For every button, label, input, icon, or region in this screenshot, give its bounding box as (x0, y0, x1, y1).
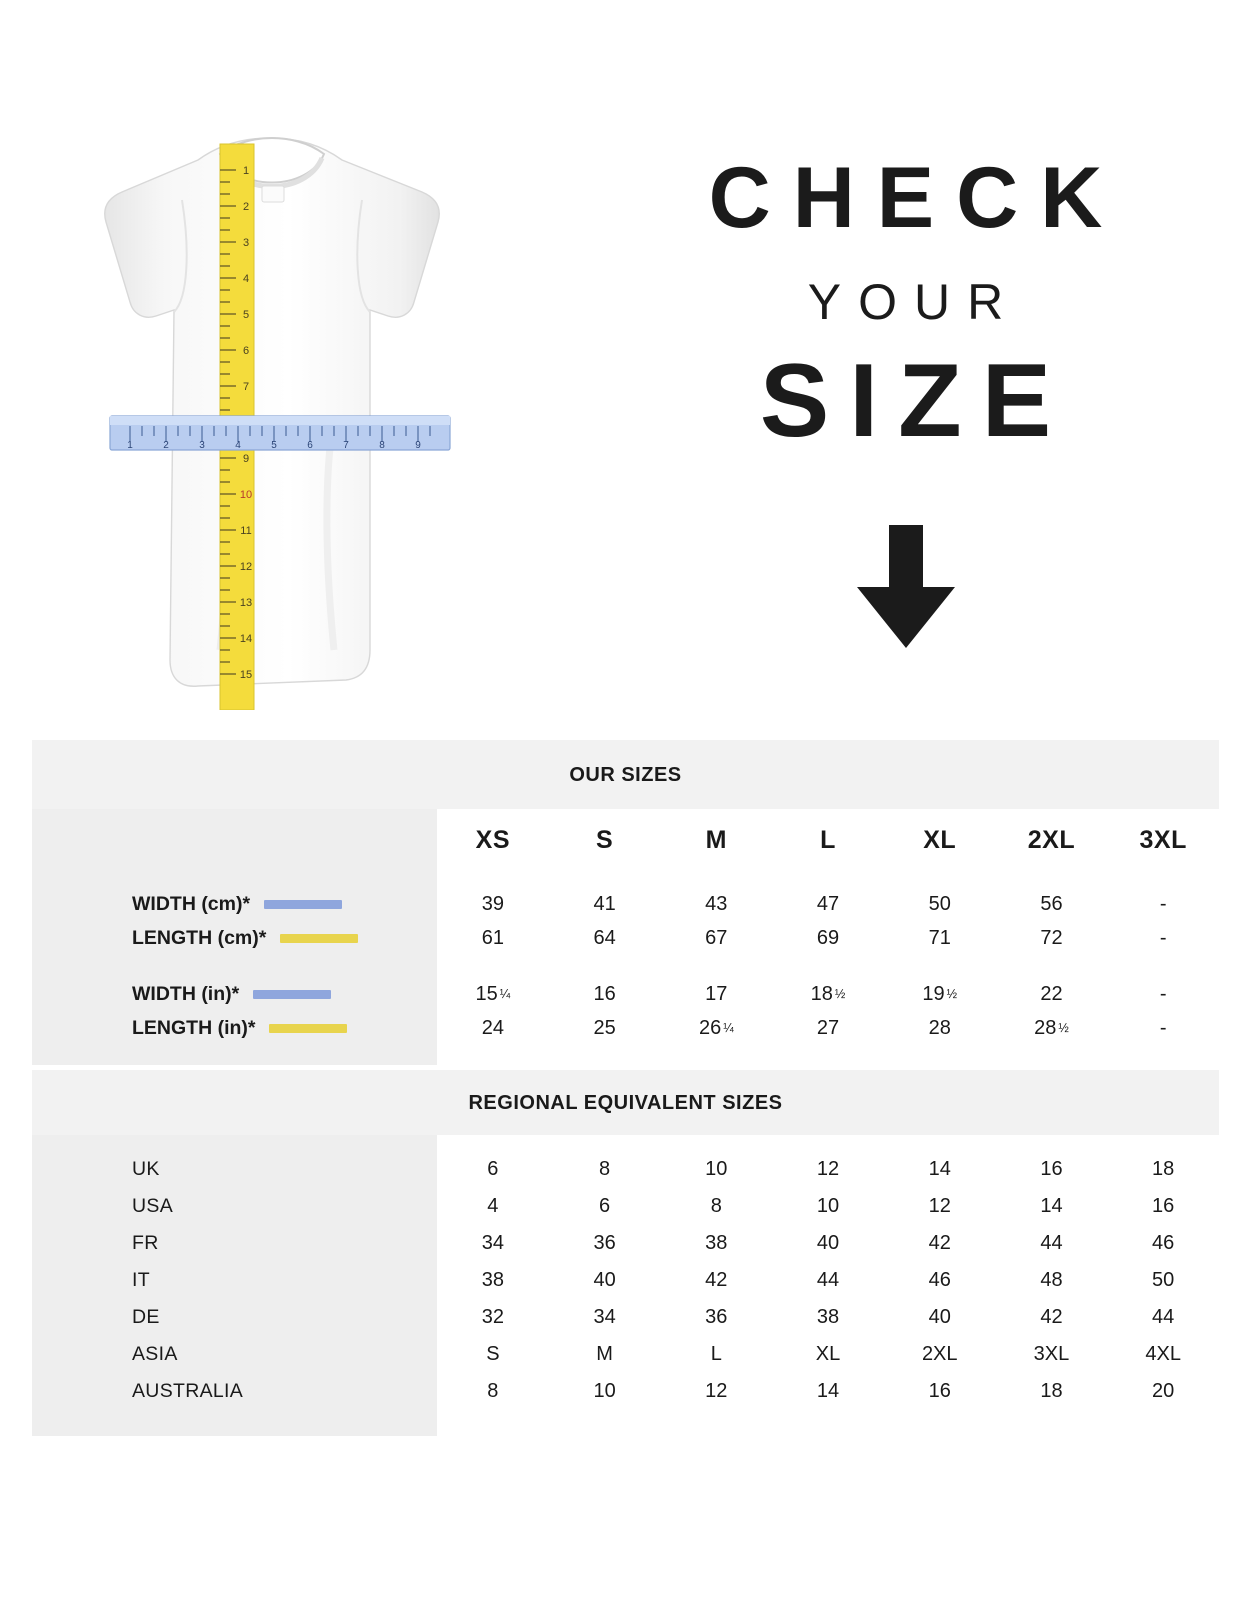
svg-text:7: 7 (343, 440, 349, 451)
measurement-cell: 16 (593, 982, 616, 1005)
hero-text-area (560, 0, 1251, 740)
regional-label-cell (32, 1262, 437, 1299)
regional-label: USA (132, 1195, 173, 1217)
headline (560, 150, 1251, 459)
svg-text:10: 10 (239, 489, 253, 501)
size-header-m: M (705, 825, 727, 854)
gap-label (32, 955, 437, 977)
regional-cell: 42 (705, 1269, 728, 1291)
regional-cell: 38 (816, 1306, 840, 1328)
regional-label: IT (132, 1269, 150, 1291)
regional-cell: 2XL (921, 1343, 958, 1365)
svg-text:5: 5 (271, 440, 277, 451)
length-color-swatch (280, 934, 358, 943)
regional-cell: 34 (593, 1306, 616, 1328)
headline-line-1: CHECK (708, 150, 1125, 246)
fraction: ½ (834, 987, 846, 1001)
our-sizes-title: OUR SIZES (32, 740, 1219, 809)
regional-cell: M (596, 1343, 613, 1365)
tshirt-with-measuring-tape-illustration (70, 130, 490, 710)
svg-text:4: 4 (235, 440, 241, 451)
svg-text:2: 2 (242, 201, 250, 213)
regional-label-cell (32, 1151, 437, 1188)
regional-cell: 8 (487, 1380, 499, 1402)
regional-cell: 12 (928, 1195, 951, 1217)
width-color-swatch (253, 990, 331, 999)
regional-label: ASIA (132, 1343, 178, 1365)
svg-text:7: 7 (242, 381, 250, 393)
measurement-label: WIDTH (cm)* (132, 892, 251, 915)
size-header-xs: XS (475, 825, 511, 854)
regional-cell: 8 (599, 1158, 611, 1180)
svg-text:12: 12 (239, 561, 253, 573)
regional-cell: 32 (481, 1306, 504, 1328)
svg-text:6: 6 (307, 440, 313, 451)
svg-text:3: 3 (242, 237, 250, 249)
regional-label: UK (132, 1158, 160, 1180)
measurement-group-gap (32, 955, 1219, 977)
regional-cell: 16 (1040, 1158, 1063, 1180)
measurement-cell: 15 ¼ (475, 982, 511, 1005)
measurement-values (437, 1011, 1219, 1045)
regional-cell: 36 (705, 1306, 728, 1328)
regional-label: AUSTRALIA (132, 1380, 244, 1402)
measurement-cell: 56 (1040, 892, 1063, 915)
regional-cell: 38 (481, 1269, 504, 1291)
svg-text:9: 9 (415, 440, 421, 451)
regional-cell: S (486, 1343, 500, 1365)
fraction: ½ (1058, 1021, 1069, 1035)
regional-values (437, 1262, 1219, 1299)
regional-label-cell (32, 1188, 437, 1225)
pad-vals (437, 871, 1219, 887)
regional-cell: 6 (487, 1158, 499, 1180)
regional-values (437, 1225, 1219, 1262)
svg-text:1: 1 (127, 440, 133, 451)
measurement-label-cell (32, 1011, 437, 1045)
regional-cell: XL (815, 1343, 841, 1365)
regional-cell: 10 (816, 1195, 840, 1217)
regional-cell: 10 (593, 1380, 616, 1402)
regional-cell: 16 (928, 1380, 951, 1402)
regional-bottom-pad (32, 1410, 1219, 1436)
regional-cell: 42 (928, 1232, 951, 1254)
measurement-values (437, 921, 1219, 955)
measurement-label: WIDTH (in)* (132, 982, 240, 1005)
regional-cell: 46 (928, 1269, 951, 1291)
regional-label-cell (32, 1225, 437, 1262)
size-header-row (32, 809, 1219, 871)
hero-section (0, 0, 1251, 740)
regional-label-cell (32, 1299, 437, 1336)
measure-bottom-pad (32, 1045, 1219, 1065)
svg-text:2: 2 (163, 440, 169, 451)
regional-cell: 40 (928, 1306, 951, 1328)
regional-cell: 4 (487, 1195, 499, 1217)
regional-label-cell (32, 1336, 437, 1373)
fraction: ¼ (723, 1021, 734, 1035)
svg-text:6: 6 (242, 345, 250, 357)
regional-label: FR (132, 1232, 159, 1254)
regional-cell: 14 (1040, 1195, 1063, 1217)
blue-measuring-ruler (110, 416, 450, 451)
measurement-cell: 28 (928, 1016, 951, 1039)
width-color-swatch (264, 900, 342, 909)
regional-cell: 8 (710, 1195, 722, 1217)
headline-line-2: YOUR (807, 274, 1021, 330)
measurement-cell: 22 (1040, 982, 1063, 1005)
measurement-cell: 27 (816, 1016, 840, 1039)
measurement-row (32, 887, 1219, 921)
regional-cell: 40 (593, 1269, 616, 1291)
size-header-values (437, 809, 1219, 871)
regional-row (32, 1225, 1219, 1262)
measurement-label: LENGTH (in)* (132, 1016, 256, 1039)
measurement-cell: 67 (705, 926, 728, 949)
gap-vals (437, 955, 1219, 977)
measurement-cell: 24 (481, 1016, 504, 1039)
measurement-cell: - (1159, 892, 1167, 915)
measurement-cell: 64 (593, 926, 616, 949)
regional-row (32, 1299, 1219, 1336)
regional-cell: 38 (705, 1232, 728, 1254)
regional-cell: 46 (1152, 1232, 1175, 1254)
regional-row (32, 1262, 1219, 1299)
regional-cell: 3XL (1033, 1343, 1070, 1365)
regional-values (437, 1188, 1219, 1225)
pad-label (32, 871, 437, 887)
measurement-rows (32, 887, 1219, 1045)
regional-cell: 44 (816, 1269, 840, 1291)
measurement-cell: 28 ½ (1034, 1016, 1069, 1039)
measurement-row (32, 977, 1219, 1011)
measurement-cell: 41 (593, 892, 616, 915)
measurement-cell: 72 (1040, 926, 1063, 949)
regional-cell: 36 (593, 1232, 616, 1254)
svg-text:4: 4 (242, 273, 250, 285)
regional-title: REGIONAL EQUIVALENT SIZES (32, 1070, 1219, 1135)
measurement-label-cell (32, 921, 437, 955)
svg-text:5: 5 (242, 309, 250, 321)
regional-row (32, 1151, 1219, 1188)
svg-text:14: 14 (239, 633, 253, 645)
pad-vals-2 (437, 1045, 1219, 1065)
measurement-cell: 19 ½ (922, 982, 958, 1005)
pad-label-3 (32, 1135, 437, 1151)
headline-line-3: SIZE (759, 343, 1072, 459)
regional-cell: L (710, 1343, 722, 1365)
pad-label-4 (32, 1410, 437, 1436)
regional-cell: 20 (1152, 1380, 1175, 1402)
regional-values (437, 1336, 1219, 1373)
arrow-down-icon (560, 525, 1251, 650)
svg-text:13: 13 (239, 597, 253, 609)
size-header-xl: XL (923, 825, 957, 854)
tshirt-illustration (70, 130, 490, 710)
measurement-cell: 17 (705, 982, 728, 1005)
regional-cell: 44 (1152, 1306, 1175, 1328)
measurement-cell: - (1159, 926, 1167, 949)
regional-row (32, 1188, 1219, 1225)
measurement-values (437, 887, 1219, 921)
measurement-cell: - (1159, 982, 1167, 1005)
measurement-row (32, 921, 1219, 955)
measurement-cell: 18 ½ (810, 982, 846, 1005)
measurement-cell: 61 (481, 926, 504, 949)
svg-text:3: 3 (199, 440, 205, 451)
svg-text:9: 9 (242, 453, 250, 465)
regional-cell: 18 (1040, 1380, 1063, 1402)
hero-image-area (0, 0, 560, 740)
regional-label: DE (132, 1306, 160, 1328)
regional-values (437, 1373, 1219, 1410)
regional-values (437, 1299, 1219, 1336)
regional-cell: 14 (816, 1380, 840, 1402)
measurement-cell: 43 (705, 892, 728, 915)
fraction: ½ (946, 987, 958, 1001)
pad-vals-4 (437, 1410, 1219, 1436)
regional-cell: 48 (1040, 1269, 1063, 1291)
header-label-spacer (32, 809, 437, 871)
regional-label-cell (32, 1373, 437, 1410)
measurement-row (32, 1011, 1219, 1045)
measurement-cell: 69 (816, 926, 840, 949)
regional-rows (32, 1151, 1219, 1410)
measurement-label-cell (32, 977, 437, 1011)
regional-cell: 4XL (1145, 1343, 1181, 1365)
regional-cell: 40 (816, 1232, 840, 1254)
regional-cell: 10 (705, 1158, 728, 1180)
measurement-cell: 26 ¼ (698, 1016, 734, 1039)
svg-text:15: 15 (239, 669, 253, 681)
measurement-cell: 39 (481, 892, 504, 915)
size-header-3xl: 3XL (1139, 825, 1187, 854)
svg-text:1: 1 (242, 165, 250, 177)
fraction: ¼ (499, 987, 511, 1001)
regional-cell: 42 (1040, 1306, 1063, 1328)
pad-label-2 (32, 1045, 437, 1065)
regional-row (32, 1373, 1219, 1410)
regional-top-pad (32, 1135, 1219, 1151)
regional-cell: 12 (705, 1380, 728, 1402)
regional-cell: 14 (928, 1158, 951, 1180)
regional-cell: 34 (481, 1232, 504, 1254)
regional-cell: 18 (1152, 1158, 1175, 1180)
regional-cell: 16 (1152, 1195, 1175, 1217)
measurement-label-cell (32, 887, 437, 921)
regional-cell: 50 (1152, 1269, 1175, 1291)
regional-cell: 6 (599, 1195, 611, 1217)
size-table (32, 740, 1219, 1436)
length-color-swatch (269, 1024, 347, 1033)
regional-cell: 12 (816, 1158, 840, 1180)
regional-values (437, 1151, 1219, 1188)
measurement-cell: - (1159, 1016, 1167, 1039)
size-header-s: S (595, 825, 614, 854)
svg-text:11: 11 (240, 525, 252, 537)
measurement-values (437, 977, 1219, 1011)
measurement-cell: 71 (928, 926, 951, 949)
measurement-cell: 25 (593, 1016, 616, 1039)
measurement-cell: 50 (928, 892, 951, 915)
size-header-l: L (820, 825, 836, 854)
regional-cell: 44 (1040, 1232, 1063, 1254)
svg-text:8: 8 (379, 440, 385, 451)
measure-top-pad (32, 871, 1219, 887)
pad-vals-3 (437, 1135, 1219, 1151)
regional-row (32, 1336, 1219, 1373)
measurement-label: LENGTH (cm)* (132, 926, 267, 949)
measurement-cell: 47 (816, 892, 840, 915)
size-header-2xl: 2XL (1027, 825, 1076, 854)
